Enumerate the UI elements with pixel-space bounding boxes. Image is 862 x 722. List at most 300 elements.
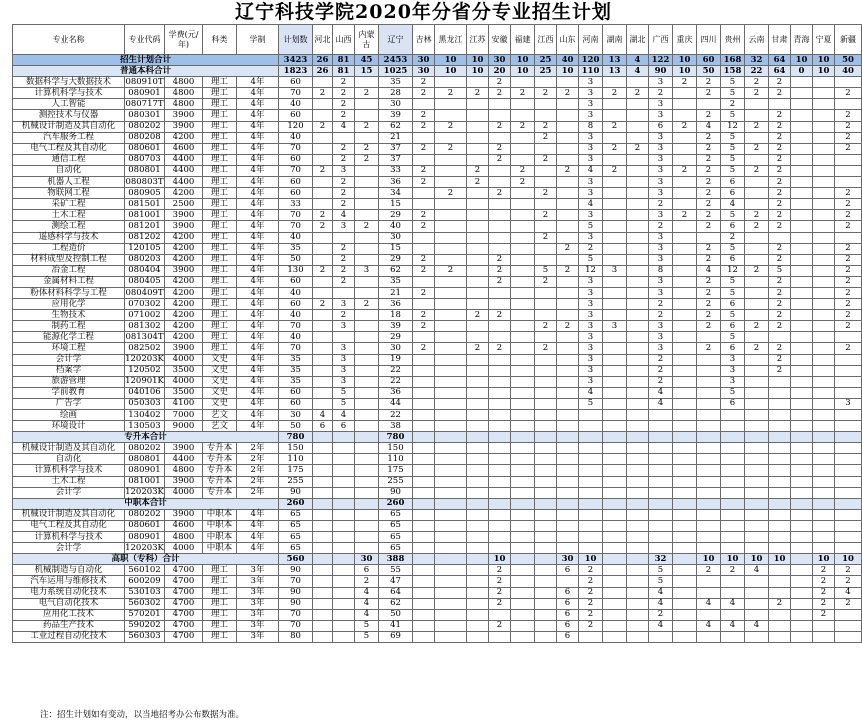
province-quota-cell: 45 xyxy=(355,55,379,66)
province-quota-cell xyxy=(721,454,745,465)
province-quota-cell xyxy=(557,365,579,376)
province-quota-cell: 39 xyxy=(379,321,413,332)
province-quota-cell xyxy=(721,443,745,454)
province-quota-cell xyxy=(413,387,435,398)
tuition-cell: 4200 xyxy=(165,287,203,298)
province-quota-cell: 2 xyxy=(697,287,721,298)
province-quota-cell xyxy=(603,410,627,421)
province-quota-cell: 2 xyxy=(835,188,862,199)
table-row xyxy=(13,343,862,354)
province-quota-cell xyxy=(467,520,489,531)
province-quota-cell: 2 xyxy=(769,88,791,99)
province-quota-cell xyxy=(333,620,355,631)
province-quota-cell xyxy=(489,443,511,454)
province-quota-cell: 2 xyxy=(489,77,511,88)
province-quota-cell xyxy=(557,177,579,188)
major-code-cell: 120203K xyxy=(125,487,164,498)
province-quota-cell xyxy=(673,421,697,432)
province-quota-cell: 2 xyxy=(413,165,435,176)
major-code-cell: 080905 xyxy=(125,188,165,199)
province-quota-cell: 3 xyxy=(649,254,673,265)
province-quota-cell xyxy=(511,99,535,110)
province-quota-cell xyxy=(355,498,379,509)
province-quota-cell xyxy=(791,332,813,343)
province-quota-cell xyxy=(603,587,627,598)
plan-total-cell: 70 xyxy=(279,88,313,99)
province-quota-cell xyxy=(745,154,769,165)
category-cell: 文史 xyxy=(203,376,237,387)
duration-cell: 4年 xyxy=(237,143,279,154)
province-quota-cell: 2 xyxy=(769,199,791,210)
province-quota-cell xyxy=(603,310,627,321)
province-quota-cell xyxy=(489,354,511,365)
province-quota-cell xyxy=(413,576,435,587)
province-quota-cell xyxy=(745,476,769,487)
major-code-cell: 080901 xyxy=(125,465,165,476)
province-quota-cell xyxy=(435,321,467,332)
province-quota-cell: 6 xyxy=(557,620,579,631)
major-name-cell: 工业过程自动化技术 xyxy=(13,631,125,642)
province-quota-cell xyxy=(627,465,649,476)
province-quota-cell xyxy=(697,365,721,376)
major-code-cell: 080910T xyxy=(125,76,164,87)
tuition-cell: 4700 xyxy=(165,620,203,631)
province-quota-cell: 2 xyxy=(467,165,489,176)
major-name-cell: 土木工程 xyxy=(13,476,125,487)
province-quota-cell xyxy=(627,154,649,165)
province-quota-cell xyxy=(413,199,435,210)
province-quota-cell: 2 xyxy=(413,310,435,321)
province-quota-cell xyxy=(603,188,627,199)
province-quota-cell: 3 xyxy=(333,354,355,365)
province-quota-cell xyxy=(313,254,333,265)
province-quota-cell xyxy=(557,576,579,587)
province-quota-cell: 30 xyxy=(379,99,413,110)
province-quota-cell xyxy=(489,432,511,443)
province-quota-cell xyxy=(835,498,862,509)
province-quota-cell xyxy=(467,576,489,587)
province-quota-cell: 6 xyxy=(649,121,673,132)
province-quota-cell xyxy=(557,332,579,343)
province-quota-cell xyxy=(835,620,862,631)
province-quota-cell xyxy=(835,365,862,376)
province-quota-cell: 12 xyxy=(721,265,745,276)
major-code-cell: 080202 xyxy=(125,121,165,132)
province-quota-cell xyxy=(697,576,721,587)
duration-cell: 4年 xyxy=(237,121,279,132)
province-quota-cell xyxy=(511,77,535,88)
province-quota-cell xyxy=(467,465,489,476)
province-quota-cell xyxy=(627,276,649,287)
plan-total-cell: 150 xyxy=(279,443,313,454)
province-quota-cell: 69 xyxy=(379,631,413,642)
province-quota-cell: 5 xyxy=(355,631,379,642)
province-quota-cell xyxy=(627,321,649,332)
province-quota-cell: 90 xyxy=(379,487,413,498)
major-code-cell: 071002 xyxy=(125,310,165,321)
province-quota-cell: 2 xyxy=(333,88,355,99)
province-quota-cell xyxy=(435,132,467,143)
column-header: 宁夏 xyxy=(813,25,835,55)
province-quota-cell xyxy=(627,376,649,387)
tuition-cell: 4000 xyxy=(165,543,203,554)
province-quota-cell xyxy=(435,276,467,287)
province-quota-cell xyxy=(535,465,557,476)
table-row xyxy=(13,487,862,498)
tuition-cell: 4200 xyxy=(165,299,203,310)
province-quota-cell: 2 xyxy=(697,254,721,265)
province-quota-cell: 2 xyxy=(579,565,603,576)
province-quota-cell xyxy=(835,520,862,531)
province-quota-cell: 10 xyxy=(721,554,745,565)
province-quota-cell: 10 xyxy=(813,554,835,565)
tuition-cell: 4800 xyxy=(165,88,203,99)
province-quota-cell xyxy=(835,77,862,88)
category-cell: 中职本 xyxy=(203,509,237,520)
province-quota-cell: 5 xyxy=(721,132,745,143)
province-quota-cell xyxy=(673,554,697,565)
province-quota-cell xyxy=(627,598,649,609)
province-quota-cell xyxy=(835,543,862,554)
province-quota-cell: 5 xyxy=(579,221,603,232)
province-quota-cell xyxy=(313,343,333,354)
province-quota-cell xyxy=(673,276,697,287)
province-quota-cell: 2 xyxy=(603,165,627,176)
province-quota-cell xyxy=(467,565,489,576)
duration-cell: 3年 xyxy=(237,587,279,598)
province-quota-cell xyxy=(791,99,813,110)
province-quota-cell xyxy=(745,532,769,543)
province-quota-cell xyxy=(813,421,835,432)
province-quota-cell xyxy=(535,243,557,254)
province-quota-cell xyxy=(467,532,489,543)
province-quota-cell xyxy=(813,221,835,232)
province-quota-cell: 2 xyxy=(489,254,511,265)
province-quota-cell: 4 xyxy=(697,121,721,132)
province-quota-cell: 4 xyxy=(649,398,673,409)
province-quota-cell: 2 xyxy=(835,132,862,143)
province-quota-cell xyxy=(489,465,511,476)
province-quota-cell xyxy=(791,188,813,199)
duration-cell: 4年 xyxy=(237,232,279,243)
category-cell: 文史 xyxy=(203,354,237,365)
province-quota-cell xyxy=(435,299,467,310)
category-cell: 理工 xyxy=(203,254,237,265)
province-quota-cell xyxy=(535,410,557,421)
tuition-cell: 3500 xyxy=(165,365,203,376)
province-quota-cell: 2 xyxy=(813,587,835,598)
province-quota-cell: 3 xyxy=(649,243,673,254)
province-quota-cell xyxy=(467,587,489,598)
table-row xyxy=(13,154,862,165)
tuition-cell: 4200 xyxy=(165,254,203,265)
plan-total-cell: 40 xyxy=(279,310,313,321)
duration-cell: 4年 xyxy=(237,398,279,409)
province-quota-cell: 2 xyxy=(579,598,603,609)
footnote: 注：招生计划如有变动，以当地招考办公布数据为准。 xyxy=(40,710,245,720)
province-quota-cell: 22 xyxy=(379,410,413,421)
province-quota-cell xyxy=(313,110,333,121)
major-name-cell: 会计学 xyxy=(13,487,125,498)
column-header: 安徽 xyxy=(489,25,511,55)
table-row xyxy=(13,276,862,287)
province-quota-cell: 5 xyxy=(649,565,673,576)
province-quota-cell xyxy=(603,576,627,587)
plan-total-cell: 90 xyxy=(279,598,313,609)
major-name-cell: 汽车服务工程 xyxy=(13,132,125,143)
province-quota-cell xyxy=(697,520,721,531)
province-quota-cell xyxy=(435,576,467,587)
province-quota-cell xyxy=(627,310,649,321)
province-quota-cell xyxy=(511,110,535,121)
major-code-cell: 040106 xyxy=(125,387,165,398)
table-row xyxy=(13,254,862,265)
province-quota-cell: 29 xyxy=(379,254,413,265)
province-quota-cell: 29 xyxy=(379,332,413,343)
province-quota-cell xyxy=(355,77,379,88)
province-quota-cell: 4 xyxy=(579,199,603,210)
subtotal-row xyxy=(13,432,862,443)
province-quota-cell: 2 xyxy=(489,154,511,165)
province-quota-cell xyxy=(627,554,649,565)
province-quota-cell xyxy=(313,487,333,498)
province-quota-cell: 32 xyxy=(649,554,673,565)
province-quota-cell xyxy=(813,276,835,287)
province-quota-cell: 2 xyxy=(627,143,649,154)
province-quota-cell xyxy=(535,143,557,154)
province-quota-cell xyxy=(697,232,721,243)
province-quota-cell: 3 xyxy=(579,321,603,332)
province-quota-cell xyxy=(791,620,813,631)
province-quota-cell: 4 xyxy=(697,598,721,609)
plan-total-cell: 50 xyxy=(279,254,313,265)
province-quota-cell: 10 xyxy=(769,554,791,565)
province-quota-cell xyxy=(627,299,649,310)
province-quota-cell xyxy=(557,454,579,465)
province-quota-cell: 2 xyxy=(697,143,721,154)
table-row xyxy=(13,143,862,154)
plan-total-cell: 80 xyxy=(279,631,313,642)
province-quota-cell xyxy=(813,121,835,132)
province-quota-cell xyxy=(435,165,467,176)
subtotal-label: 专升本合计 xyxy=(13,432,279,443)
province-quota-cell xyxy=(627,609,649,620)
province-quota-cell xyxy=(835,410,862,421)
province-quota-cell xyxy=(413,487,435,498)
province-quota-cell: 5 xyxy=(721,143,745,154)
major-code-cell: 120203K xyxy=(125,542,164,553)
major-code-cell: 082502 xyxy=(125,343,165,354)
province-quota-cell: 2 xyxy=(535,88,557,99)
province-quota-cell: 10 xyxy=(791,55,813,66)
category-cell: 理工 xyxy=(203,188,237,199)
province-quota-cell: 2 xyxy=(413,88,435,99)
province-quota-cell xyxy=(355,354,379,365)
province-quota-cell: 37 xyxy=(379,143,413,154)
province-quota-cell: 2 xyxy=(413,221,435,232)
province-quota-cell xyxy=(649,487,673,498)
province-quota-cell: 40 xyxy=(835,66,862,77)
province-quota-cell xyxy=(603,199,627,210)
major-code-cell: 080409T xyxy=(125,287,164,298)
province-quota-cell: 780 xyxy=(379,432,413,443)
province-quota-cell: 13 xyxy=(603,66,627,77)
duration-cell: 4年 xyxy=(237,199,279,210)
tuition-cell: 4100 xyxy=(165,398,203,409)
province-quota-cell xyxy=(649,465,673,476)
major-code-cell: 080717T xyxy=(125,98,164,109)
province-quota-cell xyxy=(835,532,862,543)
duration-cell: 4年 xyxy=(237,520,279,531)
province-quota-cell xyxy=(813,410,835,421)
province-quota-cell xyxy=(333,132,355,143)
province-quota-cell: 3 xyxy=(649,276,673,287)
province-quota-cell xyxy=(769,387,791,398)
province-quota-cell xyxy=(535,99,557,110)
province-quota-cell xyxy=(791,565,813,576)
province-quota-cell: 3 xyxy=(579,332,603,343)
province-quota-cell xyxy=(313,532,333,543)
tuition-cell: 7000 xyxy=(165,410,203,421)
province-quota-cell xyxy=(355,454,379,465)
province-quota-cell: 260 xyxy=(379,498,413,509)
province-quota-cell xyxy=(413,421,435,432)
category-cell: 理工 xyxy=(203,132,237,143)
province-quota-cell xyxy=(745,421,769,432)
province-quota-cell xyxy=(435,232,467,243)
major-name-cell: 旅游管理 xyxy=(13,376,125,387)
plan-total-cell: 65 xyxy=(279,543,313,554)
province-quota-cell xyxy=(813,132,835,143)
province-quota-cell xyxy=(557,132,579,143)
province-quota-cell: 2 xyxy=(835,110,862,121)
province-quota-cell xyxy=(791,143,813,154)
province-quota-cell: 4 xyxy=(649,587,673,598)
province-quota-cell xyxy=(791,443,813,454)
province-quota-cell xyxy=(769,609,791,620)
province-quota-cell xyxy=(673,631,697,642)
province-quota-cell: 2 xyxy=(769,132,791,143)
table-row xyxy=(13,421,862,432)
province-quota-cell: 110 xyxy=(379,454,413,465)
province-quota-cell: 3 xyxy=(579,132,603,143)
province-quota-cell xyxy=(467,121,489,132)
province-quota-cell: 2 xyxy=(579,609,603,620)
province-quota-cell xyxy=(791,421,813,432)
province-quota-cell xyxy=(769,99,791,110)
province-quota-cell xyxy=(435,587,467,598)
tuition-cell: 4700 xyxy=(165,631,203,642)
major-code-cell: 080202 xyxy=(125,443,165,454)
province-quota-cell xyxy=(333,487,355,498)
province-quota-cell xyxy=(745,576,769,587)
province-quota-cell: 4 xyxy=(313,410,333,421)
province-quota-cell: 2 xyxy=(535,232,557,243)
tuition-cell: 3900 xyxy=(165,221,203,232)
tuition-cell: 4700 xyxy=(165,587,203,598)
province-quota-cell xyxy=(769,631,791,642)
province-quota-cell xyxy=(557,210,579,221)
province-quota-cell: 10 xyxy=(673,55,697,66)
province-quota-cell xyxy=(745,609,769,620)
province-quota-cell: 2 xyxy=(813,565,835,576)
province-quota-cell xyxy=(355,287,379,298)
major-name-cell: 机械制造与自动化 xyxy=(13,565,125,576)
province-quota-cell xyxy=(467,321,489,332)
province-quota-cell xyxy=(813,154,835,165)
table-body xyxy=(13,55,862,643)
province-quota-cell xyxy=(791,454,813,465)
province-quota-cell xyxy=(333,598,355,609)
major-code-cell: 080208 xyxy=(125,132,165,143)
major-code-cell: 081304T xyxy=(125,331,164,342)
province-quota-cell xyxy=(313,99,333,110)
province-quota-cell: 2 xyxy=(697,165,721,176)
province-quota-cell xyxy=(313,432,333,443)
province-quota-cell: 3 xyxy=(333,165,355,176)
province-quota-cell xyxy=(313,132,333,143)
major-code-cell: 080202 xyxy=(125,509,165,520)
duration-cell: 4年 xyxy=(237,543,279,554)
province-quota-cell xyxy=(333,509,355,520)
province-quota-cell xyxy=(355,343,379,354)
province-quota-cell xyxy=(813,177,835,188)
province-quota-cell: 28 xyxy=(379,88,413,99)
column-header: 专业名称 xyxy=(13,25,125,55)
province-quota-cell: 6 xyxy=(557,598,579,609)
tuition-cell: 4000 xyxy=(165,376,203,387)
province-quota-cell xyxy=(467,265,489,276)
plan-total-cell: 60 xyxy=(279,276,313,287)
province-quota-cell: 2 xyxy=(697,110,721,121)
province-quota-cell xyxy=(835,232,862,243)
province-quota-cell xyxy=(333,476,355,487)
province-quota-cell xyxy=(313,609,333,620)
province-quota-cell: 10 xyxy=(489,554,511,565)
province-quota-cell xyxy=(579,487,603,498)
province-quota-cell xyxy=(557,421,579,432)
province-quota-cell xyxy=(435,421,467,432)
province-quota-cell xyxy=(333,609,355,620)
province-quota-cell xyxy=(535,576,557,587)
province-quota-cell: 2 xyxy=(835,310,862,321)
province-quota-cell: 3 xyxy=(649,343,673,354)
province-quota-cell: 3 xyxy=(649,165,673,176)
province-quota-cell: 2 xyxy=(835,299,862,310)
province-quota-cell xyxy=(745,376,769,387)
province-quota-cell xyxy=(673,188,697,199)
province-quota-cell xyxy=(813,321,835,332)
province-quota-cell: 3 xyxy=(649,110,673,121)
province-quota-cell xyxy=(813,287,835,298)
province-quota-cell: 33 xyxy=(379,165,413,176)
plan-total-cell: 1823 xyxy=(279,66,313,77)
province-quota-cell: 36 xyxy=(379,299,413,310)
major-code-cell: 120901K xyxy=(125,376,164,387)
major-name-cell: 计算机科学与技术 xyxy=(13,532,125,543)
province-quota-cell xyxy=(467,332,489,343)
province-quota-cell xyxy=(467,254,489,265)
major-code-cell: 081501 xyxy=(125,199,165,210)
plan-total-cell: 60 xyxy=(279,77,313,88)
major-code-cell: 080703 xyxy=(125,154,165,165)
province-quota-cell xyxy=(313,199,333,210)
province-quota-cell xyxy=(745,543,769,554)
province-quota-cell: 35 xyxy=(379,276,413,287)
province-quota-cell xyxy=(313,365,333,376)
plan-total-cell: 70 xyxy=(279,210,313,221)
province-quota-cell xyxy=(721,476,745,487)
